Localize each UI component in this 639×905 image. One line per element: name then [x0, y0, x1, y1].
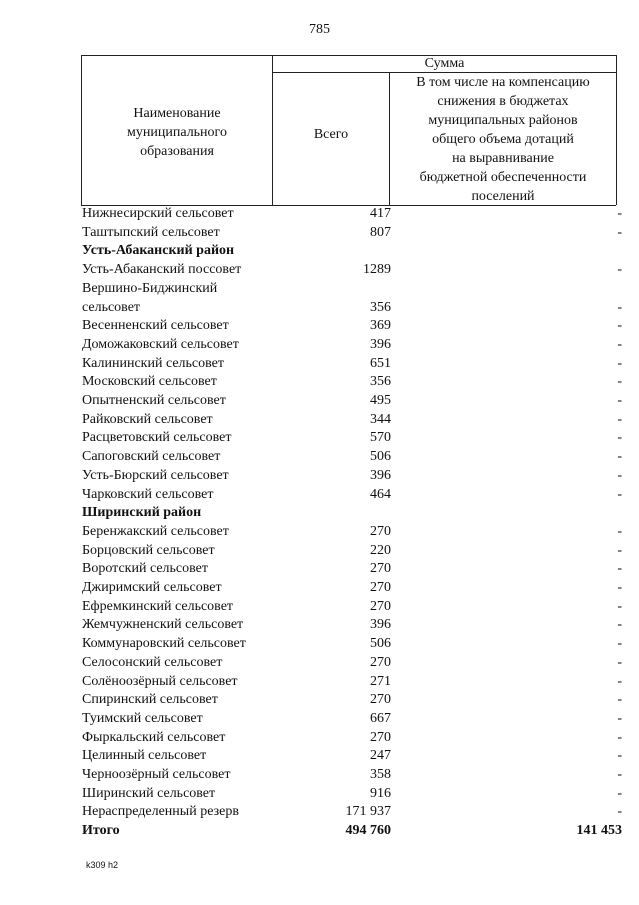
row-name: Селосонский сельсовет — [82, 654, 223, 670]
row-compensation: - — [617, 617, 622, 633]
row-name: Целинный сельсовет — [82, 748, 207, 764]
header-comp-line: поселений — [471, 189, 535, 204]
row-compensation: - — [617, 710, 622, 726]
table-row — [82, 448, 622, 467]
table-row — [82, 560, 622, 579]
table-row — [82, 710, 622, 729]
header-comp-line: муниципальных районов — [428, 113, 578, 128]
table-row — [82, 486, 622, 505]
header-comp-line: на выравнивание — [452, 151, 554, 166]
row-total: 270 — [370, 523, 391, 539]
row-compensation: - — [617, 336, 622, 352]
row-total: 506 — [370, 449, 391, 465]
row-total: 396 — [370, 467, 391, 483]
row-name: Сапоговский сельсовет — [82, 449, 221, 465]
row-total: 396 — [370, 336, 391, 352]
row-total: 344 — [370, 411, 391, 427]
row-total: 651 — [370, 355, 391, 371]
table-row — [82, 467, 622, 486]
row-name: Фыркальский сельсовет — [82, 729, 226, 745]
row-total: 494 760 — [345, 823, 391, 839]
row-compensation: - — [617, 636, 622, 652]
header-name-line: муниципального — [127, 125, 227, 140]
table-row — [82, 635, 622, 654]
table-row — [82, 747, 622, 766]
row-total: 358 — [370, 767, 391, 782]
row-total: 356 — [370, 299, 391, 315]
table-row — [82, 392, 622, 411]
table-row — [82, 336, 622, 355]
row-total: 270 — [370, 729, 391, 745]
table-row — [82, 673, 622, 692]
row-name: Таштыпский сельсовет — [82, 224, 220, 240]
table-row — [82, 411, 622, 430]
row-compensation: - — [617, 430, 622, 446]
total-row — [82, 822, 622, 841]
row-compensation: - — [617, 355, 622, 371]
row-name: Опытненский сельсовет — [82, 393, 226, 408]
table-row — [82, 299, 622, 318]
row-name: Беренжакский сельсовет — [82, 523, 229, 539]
table-row — [82, 205, 622, 224]
row-compensation: - — [617, 393, 622, 408]
row-compensation: - — [617, 449, 622, 465]
row-name: Нераспределенный резерв — [82, 804, 239, 820]
table-row — [82, 224, 622, 243]
table-row — [82, 579, 622, 598]
header-comp-line: бюджетной обеспеченности — [419, 170, 587, 185]
row-name: Усть-Абаканский поссовет — [82, 262, 242, 278]
row-compensation: - — [617, 804, 622, 820]
row-name: Черноозёрный сельсовет — [82, 767, 231, 782]
row-compensation: - — [617, 262, 622, 278]
row-total: 1289 — [363, 262, 391, 278]
row-name: Джиримский сельсовет — [82, 580, 222, 595]
row-total: 417 — [370, 206, 391, 221]
row-compensation: - — [617, 673, 622, 689]
row-compensation: - — [617, 318, 622, 334]
row-name: Весенненский сельсовет — [82, 318, 229, 334]
row-name: Калининский сельсовет — [82, 355, 224, 371]
row-compensation: - — [617, 411, 622, 427]
row-compensation: - — [617, 561, 622, 577]
header-comp-line: снижения в бюджетах — [437, 94, 569, 109]
row-name: Вершино-Биджинский — [82, 280, 218, 296]
row-total: 667 — [370, 710, 391, 726]
row-name: Ширинский сельсовет — [82, 785, 216, 801]
row-total: 369 — [370, 318, 391, 334]
row-name: Усть-Бюрский сельсовет — [82, 467, 229, 483]
row-name: Райковский сельсовет — [82, 411, 213, 427]
district-heading — [82, 504, 622, 523]
row-compensation: - — [617, 467, 622, 483]
row-total: 270 — [370, 654, 391, 670]
table-row — [82, 429, 622, 448]
row-name: Московский сельсовет — [82, 374, 217, 390]
row-name: Спиринский сельсовет — [82, 692, 218, 708]
table-row — [82, 317, 622, 336]
table-row — [82, 803, 622, 822]
table-row — [82, 654, 622, 673]
row-name: Усть-Абаканский район — [82, 243, 235, 259]
row-name: Жемчужненский сельсовет — [82, 617, 244, 633]
table-row — [82, 355, 622, 374]
row-total: 356 — [370, 374, 391, 390]
row-total: 247 — [370, 748, 391, 764]
table-row — [82, 261, 622, 280]
table-row — [82, 523, 622, 542]
row-total: 570 — [370, 430, 391, 446]
row-name: Коммунаровский сельсовет — [82, 636, 246, 652]
row-compensation: - — [617, 654, 622, 670]
row-name: Ширинский район — [82, 505, 202, 521]
row-name: Нижнесирский сельсовет — [82, 206, 234, 221]
header-right-border — [616, 55, 617, 205]
header-name-col — [82, 104, 272, 161]
row-total: 220 — [370, 542, 391, 558]
district-heading — [82, 242, 622, 261]
header-total: Всего — [313, 127, 349, 142]
row-compensation: - — [617, 542, 622, 558]
row-name: Расцветовский сельсовет — [82, 430, 232, 446]
page-number: 785 — [309, 22, 330, 37]
row-compensation: - — [617, 692, 622, 708]
row-name: сельсовет — [82, 299, 141, 315]
row-compensation: - — [617, 580, 622, 595]
row-total: 396 — [370, 617, 391, 633]
footer-code: k309 h2 — [86, 860, 119, 870]
row-compensation: - — [617, 729, 622, 745]
row-total: 464 — [370, 486, 391, 502]
header-comp-line: В том числе на компенсацию — [416, 75, 590, 90]
table-row — [82, 766, 622, 785]
row-name: Воротский сельсовет — [82, 561, 208, 577]
row-compensation: - — [617, 486, 622, 502]
table-row — [82, 542, 622, 561]
row-name: Итого — [82, 823, 120, 839]
row-compensation: - — [617, 598, 622, 614]
header-name-line: Наименование — [133, 106, 221, 121]
row-compensation: - — [617, 523, 622, 539]
row-compensation: - — [617, 224, 622, 240]
row-compensation: - — [617, 785, 622, 801]
row-compensation: - — [617, 299, 622, 315]
row-total: 270 — [370, 598, 391, 614]
header-compensation — [390, 73, 616, 206]
table-row — [82, 616, 622, 635]
row-total: 270 — [370, 561, 391, 577]
table-row — [82, 785, 622, 804]
row-compensation: - — [617, 374, 622, 390]
row-name: Ефремкинский сельсовет — [82, 598, 234, 614]
row-compensation: - — [617, 206, 622, 221]
row-compensation: 141 453 — [576, 823, 622, 839]
header-comp-line: общего объема дотаций — [432, 132, 574, 147]
header-name-line: образования — [140, 144, 214, 159]
table-row — [82, 373, 622, 392]
table-row — [82, 691, 622, 710]
table-row — [82, 598, 622, 617]
row-name: Солёноозёрный сельсовет — [82, 673, 238, 689]
row-total: 916 — [370, 785, 391, 801]
row-compensation: - — [617, 748, 622, 764]
row-total: 270 — [370, 580, 391, 595]
row-total: 807 — [370, 224, 391, 240]
row-name: Туимский сельсовет — [82, 710, 203, 726]
row-compensation: - — [617, 767, 622, 782]
header-sum: Сумма — [424, 56, 465, 71]
row-total: 171 937 — [345, 804, 391, 820]
table-row — [82, 729, 622, 748]
row-name: Доможаковский сельсовет — [82, 336, 239, 352]
row-name: Чарковский сельсовет — [82, 486, 214, 502]
row-total: 506 — [370, 636, 391, 652]
table-row — [82, 280, 622, 299]
row-total: 271 — [370, 673, 391, 689]
row-name: Борцовский сельсовет — [82, 542, 215, 558]
row-total: 495 — [370, 393, 391, 408]
row-total: 270 — [370, 692, 391, 708]
